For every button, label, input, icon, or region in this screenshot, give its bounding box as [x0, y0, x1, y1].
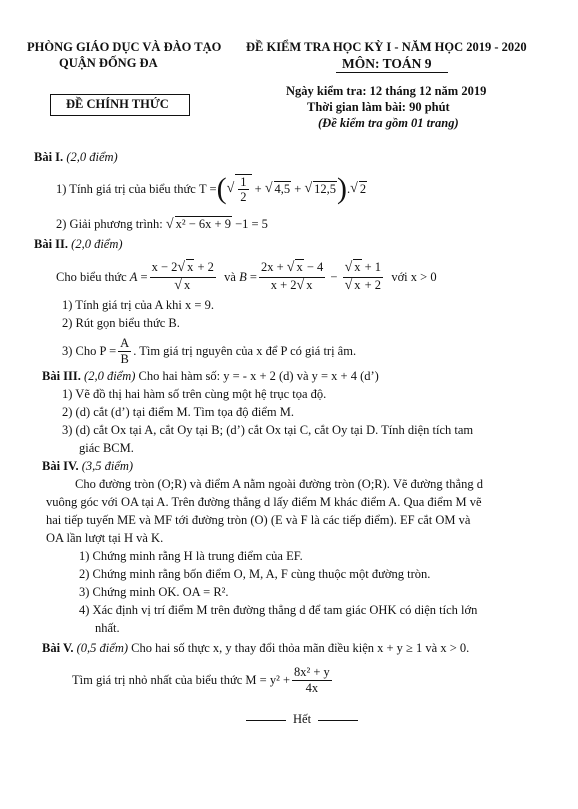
bai3-q3-line1: 3) (d) cắt Ox tại A, cắt Oy tại B; (d’) cắt Ox tại C, cắt Oy tại D. Tính diện tích tam	[62, 423, 474, 437]
bai5-intro: Cho hai số thực x, y thay đổi thỏa mãn điều kiện x + y ≥ 1 và x > 0.	[131, 641, 470, 655]
dept-line2: QUẬN ĐỐNG ĐA	[59, 56, 158, 70]
bai3-heading	[42, 369, 379, 384]
bai2-intro: Cho biểu thức	[56, 269, 127, 284]
footer-rule-left	[246, 720, 286, 721]
bai2-cond: với x > 0	[391, 269, 437, 284]
bai4-para-line4: OA lần lượt tại H và K.	[46, 531, 164, 545]
pages-note: (Đề kiểm tra gồm 01 trang)	[318, 116, 459, 130]
official-label: ĐỀ CHÍNH THỨC	[66, 97, 169, 111]
bai2-expressions: Cho biểu thức A = $\frac{x - 2√ x + 2}{√ x}$ và B = $\frac{2x + √ x - 4}{x + 2√ x}$ − $\frac{√ x + 1}{√ x + 2}$ với x > 0	[56, 260, 437, 293]
bai2-q3-post: . Tìm giá trị nguyên của x để P có giá trị âm.	[133, 343, 357, 358]
bai1-q1-text: 1) Tính giá trị của biểu thức	[56, 181, 196, 196]
bai1-title: Bài I.	[34, 150, 64, 164]
bai1-q2-tail: −1 = 5	[235, 217, 268, 231]
bai3-points: (2,0 điểm)	[84, 369, 136, 383]
expr-B1: $\frac{2x + √ x - 4}{x + 2√ x}$	[260, 260, 324, 293]
bai1-q2-radicand: x² − 6x + 9	[175, 217, 231, 231]
dept-line1: PHÒNG GIÁO DỤC VÀ ĐÀO TẠO	[27, 40, 222, 54]
exam-title: ĐỀ KIỂM TRA HỌC KỲ I - NĂM HỌC 2019 - 2020	[246, 40, 527, 54]
footer-rule-right	[318, 720, 358, 721]
bai3-q2: 2) (d) cắt (d’) tại điểm M. Tìm tọa độ điểm M.	[62, 405, 295, 419]
bai4-heading	[42, 459, 133, 474]
duration: Thời gian làm bài: 90 phút	[307, 100, 450, 114]
bai2-q3	[62, 334, 356, 368]
bai4-points: (3,5 điểm)	[81, 459, 134, 473]
bai3-intro: Cho hai hàm số: y = - x + 2 (d) và y = x + 4 (d’)	[138, 369, 379, 383]
bai2-title: Bài II.	[34, 237, 69, 251]
bai2-and: và	[224, 269, 236, 284]
bai5-M: M = y² +	[245, 672, 290, 687]
bai1-q1: 1) Tính giá trị của biểu thức T = ( √ $\frac{1}{2}$ + √ 4,5 + √ 12,5 ) . √ 2	[56, 172, 367, 205]
bai4-title: Bài IV.	[42, 459, 79, 473]
expr-B2: $\frac{√ x + 1}{√ x + 2}$	[344, 260, 382, 293]
bai4-para-line3: hai tiếp tuyến ME và MF tới đường tròn (O) (E và F là các tiếp điểm). EF cắt OM và	[46, 513, 471, 527]
subject-underline	[336, 72, 448, 73]
expr-A: $\frac{x - 2√ x + 2}{√ x}$	[151, 260, 214, 293]
bai2-points: (2,0 điểm)	[71, 237, 123, 251]
bai1-points: (2,0 điểm)	[66, 150, 118, 164]
expr-P: $\frac{A}{B}$	[120, 336, 130, 366]
bai2-heading	[34, 237, 123, 252]
bai3-q3-line2: giác BCM.	[79, 441, 134, 455]
bai4-q2: 2) Chứng minh rằng bốn điểm O, M, A, F cùng thuộc một đường tròn.	[79, 567, 431, 581]
bai4-q4-line2: nhất.	[95, 621, 120, 635]
bai4-para-line1: Cho đường tròn (O;R) và điểm A nằm ngoài đường tròn (O;R). Vẽ đường thẳng d	[75, 477, 483, 491]
bai5-heading	[42, 641, 469, 656]
subject: MÔN: TOÁN 9	[342, 56, 432, 71]
bai4-para-line2: vuông góc với OA tại A. Trên đường thẳng d lấy điểm M khác điểm A. Qua điểm M vẽ	[46, 495, 482, 509]
bai3-q1: 1) Vẽ đồ thị hai hàm số trên cùng một hệ trục tọa độ.	[62, 387, 327, 401]
math-paren-open: (	[216, 172, 227, 205]
bai1-q2: 2) Giải phương trình: √ x² − 6x + 9 −1 = 5	[56, 217, 268, 232]
math-paren-close: )	[337, 172, 347, 205]
bai5-ask	[72, 661, 334, 699]
bai2-q2: 2) Rút gọn biểu thức B.	[62, 316, 180, 330]
bai5-title: Bài V.	[42, 641, 74, 655]
footer-end: Hết	[293, 712, 312, 726]
bai1-heading	[34, 150, 118, 165]
bai2-q3-pre: 3) Cho P =	[62, 343, 117, 358]
bai1-q1-T: T =	[198, 181, 217, 196]
bai3-title: Bài III.	[42, 369, 81, 383]
bai2-q1: 1) Tính giá trị của A khi x = 9.	[62, 298, 214, 312]
expr-M: $\frac{\text{8x² + y}}{4x}$	[294, 665, 330, 695]
bai4-q1: 1) Chứng minh rằng H là trung điểm của EF.	[79, 549, 303, 563]
bai5-ask-text: Tìm giá trị nhỏ nhất của biểu thức	[72, 672, 243, 687]
bai5-points: (0,5 điểm)	[76, 641, 129, 655]
bai1-q2-text: 2) Giải phương trình:	[56, 217, 163, 231]
bai4-q3: 3) Chứng minh OK. OA = R².	[79, 585, 229, 599]
exam-date: Ngày kiểm tra: 12 tháng 12 năm 2019	[286, 84, 487, 98]
bai4-q4-line1: 4) Xác định vị trí điểm M trên đường thẳng d để tam giác OHK có diện tích lớn	[79, 603, 478, 617]
